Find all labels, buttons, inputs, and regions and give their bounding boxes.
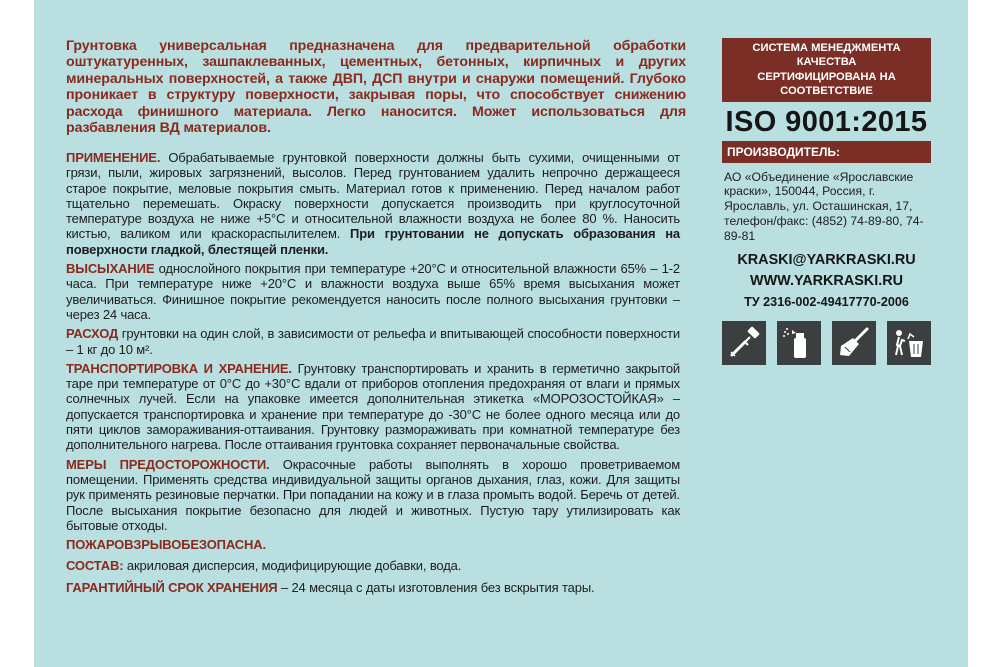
application-icons [722,321,931,365]
shelf-life-section [66,580,680,595]
storage-heading: ТРАНСПОРТИРОВКА И ХРАНЕНИЕ. [66,360,292,376]
manufacturer-heading: ПРОИЗВОДИТЕЛЬ: [722,141,931,163]
certification-banner [722,38,931,102]
instructions-body [66,150,680,601]
drying-section [66,261,680,322]
composition-text: акриловая дисперсия, модифицирующие добавки, вода. [123,558,462,574]
application-warning: При грунтовании не допускать образования на поверхности гладкой, блестящей пленки. [66,226,680,257]
composition-heading: СОСТАВ: [66,558,124,574]
safety-section [66,457,680,533]
spray-gun-icon [777,321,821,365]
safety-heading: МЕРЫ ПРЕДОСТОРОЖНОСТИ. [66,456,270,472]
composition-section [66,558,680,573]
fire-heading: ПОЖАРОВЗРЫВОБЕЗОПАСНА. [66,537,266,553]
manufacturer-website: WWW.YARKRASKI.RU [750,272,903,289]
roller-icon [722,321,766,365]
application-section [66,150,680,257]
info-column [722,38,931,365]
iso-standard: ISO 9001:2015 [725,105,928,138]
drying-text: однослойного покрытия при температуре +20°С и относительной влажности 65% – 1-2 часа. При температуре ниже +20°С и влажности воздуха выше 65% время высыхания может увеличиваться. Финишное покрытие рекомендуется наносить после полного высыхания грунтовки – через 24 часа. [66,261,680,322]
technical-spec: ТУ 2316-002-49417770-2006 [744,294,909,309]
certification-line-1: СИСТЕМА МЕНЕДЖМЕНТА КАЧЕСТВА [752,42,901,69]
consumption-text: грунтовки на один слой, в зависимости от рельефа и впитывающей способности поверхности – 1 кг до 10 м². [66,326,680,357]
trash-bin-icon [887,321,931,365]
shelf-life-text: – 24 месяца с даты изготовления без вскрытия тары. [277,579,595,595]
consumption-section [66,326,680,357]
manufacturer-address: АО «Объединение «Ярославские краски», 150044, Россия, г. Ярославль, ул. Осташинская, 17, телефон/факс: (4852) 74-89-80, 74-89-81 [724,169,924,243]
brush-icon [832,321,876,365]
safety-text: Окрасочные работы выполнять в хорошо проветриваемом помещении. Применять средства индивидуальной защиты органов дыхания, глаз, кожи. Для защиты рук применять резиновые перчатки. При попадании на кожу и в глаза промыть водой. Беречь от детей. После высыхания покрытие безопасно для людей и животных. Пустую тару утилизировать как бытовые отходы. [66,456,680,533]
intro-paragraph: Грунтовка универсальная предназначена для предварительной обработки оштукатуренных, зашпаклеванных, цементных, бетонных, кирпичных и других минеральных поверхностей, а также ДВП, ДСП внутри и снаружи помещений. Глубоко проникает в структуру поверхности, закрывая поры, что способствует снижению расхода финишного материала. Легко наносится. Может использоваться для разбавления ВД материалов. [66,38,686,137]
manufacturer-email: KRASKI@YARKRASKI.RU [737,251,916,268]
storage-text: Грунтовку транспортировать и хранить в герметично закрытой таре при температуре от 0°С до +30°С вдали от приборов отопления предохраняя от влаги и прямых солнечных лучей. Если на упаковке имеется дополнительная этикетка «МОРОЗОСТОЙКАЯ» – допускается транспортировка и хранение при температуре до -30°С не более одного месяца или до пяти циклов замораживания-оттаивания. Грунтовку размораживать при комнатной температуре без дополнительного нагрева. После оттаивания грунтовка сохраняет первоначальные свойства. [66,360,681,453]
application-heading: ПРИМЕНЕНИЕ. [66,150,161,165]
drying-heading: ВЫСЫХАНИЕ [66,261,155,277]
certification-line-2: СЕРТИФИЦИРОВАНА НА СООТВЕТСТВИЕ [757,70,896,98]
application-text: Обрабатываемые грунтовкой поверхности должны быть сухими, очищенными от грязи, пыли, жировых загрязнений, высолов. Перед грунтованием удалить непрочно держащееся старое покрытие, меловые покрытия смыть. Материал готов к применению. Перед началом работ тщательно перемешать. Окраску поверхности допускается производить при круглосуточной температуре воздуха не ниже +5°С и относительной влажности воздуха не более 80 %. Наносить кистью, валиком или краскораспылителем. [66,150,680,242]
storage-section [66,361,680,453]
shelf-life-heading: ГАРАНТИЙНЫЙ СРОК ХРАНЕНИЯ [66,579,278,595]
consumption-heading: РАСХОД [66,326,119,342]
fire-section [66,537,680,552]
